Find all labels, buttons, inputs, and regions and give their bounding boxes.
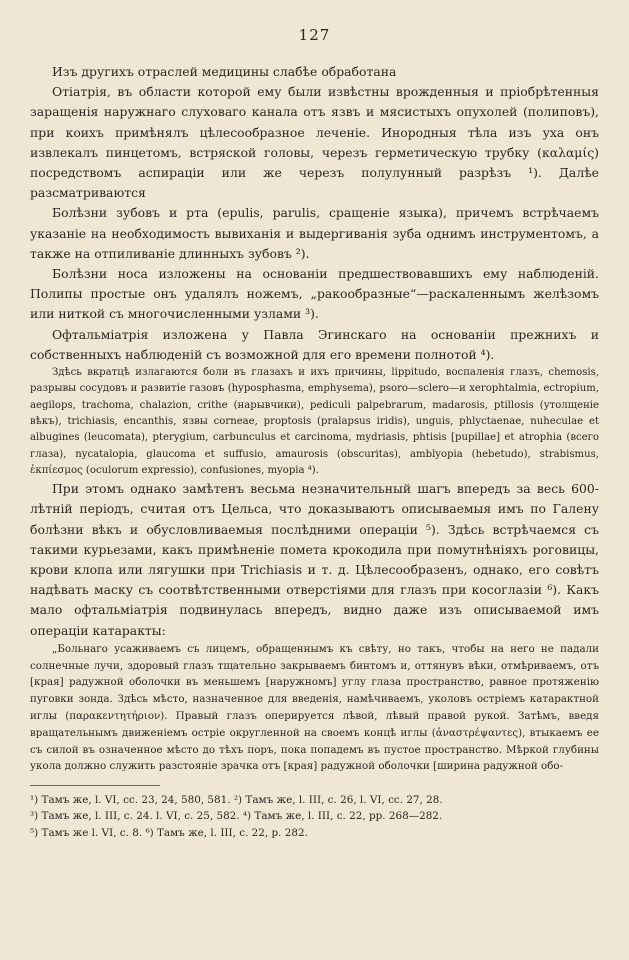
footnote-line: ¹) Тамъ же, l. VI, сс. 23, 24, 580, 581. ²) Тамъ же, l. III, с. 26, l. VI, сс. 27, 28. [30, 794, 443, 807]
quote-paragraph: „Больнаго усаживаемъ съ лицемъ, обращеннымъ къ свѣту, но такъ, чтобы на него не падали солнечные лучи, здоровый глазъ тщательно закрываемъ бинтомъ и, оттянувъ вѣки, отмѣриваемъ, отъ [края] радужной оболочки въ меньшемъ [наружномъ] углу глаза пространство, равное протяженію пуговки зонда. Здѣсь мѣсто, назначенное для введенія, намѣчиваемъ, уколовъ остріемъ катарактной иглы (παρακεντητήριον). Правый глазъ оперируется лѣвой, лѣвый правой рукой. Затѣмъ, введя вращательнымъ движеніемъ остріе округленной на своемъ концѣ иглы (ἀναστρέψαντες), втыкаемъ ее съ силой въ означенное мѣсто до тѣхъ поръ, пока попадемъ въ пустое пространство. Мѣркой глубины укола должно служить разстояніе зрачка отъ [края] радужной оболочки [ширина радужной обо- [30, 642, 599, 773]
paragraph: Изъ другихъ отраслей медицины слабѣе обработана [52, 64, 397, 79]
small-print-block [30, 365, 599, 479]
main-text-block-2 [30, 479, 599, 641]
small-paragraph: Здѣсь вкратцѣ излагаются боли въ глазахъ и ихъ причины, lippitudo, воспаленія глазъ, chemosis, разрывы сосудовъ и развитіе газовъ (hyposphasma, emphysema), psoro—sclero—и xerophtalmia, ectropium, aegilops, trachoma, chalazion, crithe (нарывчики), pediculi palpebrarum, madarosis, ptillosis (утолщеніе вѣкъ), trichiasis, encanthis, язвы corneae, proptosis (pralapsus iridis), unguis, phlyctaenae, nuheculae et albugines (leucomata), pterygium, carbunculus et carcinoma, mydriasis, phtisis [pupillae] et atrophia (всего глаза), nycatalopia, glaucoma et suffusio, amaurosis (obscuritas), amblyopia (hebetudo), strabismus, ἐκπίεσμος (oculorum expressio), confusiones, myopia ⁴). [30, 367, 599, 476]
footnotes [30, 792, 599, 841]
quotation-block [30, 641, 599, 775]
paragraph: Болѣзни зубовъ и рта (epulis, parulis, сращеніе языка), причемъ встрѣчаемъ указаніе на необходимость вывиханія и выдергиванія зуба однимъ инструментомъ, а также на отпиливаніе длинныхъ зубовъ ²). [30, 205, 599, 261]
paragraph: Болѣзни носа изложены на основаніи предшествовавшихъ ему наблюденій. Полипы простые онъ удалялъ ножемъ, „ракообразные“—раскаленнымъ желѣзомъ или ниткой съ многочисленными узлами ³). [30, 266, 599, 322]
footnote-line: ⁵) Тамъ же l. VI, с. 8. ⁶) Тамъ же, l. III, с. 22, p. 282. [30, 826, 308, 839]
main-text-block [30, 62, 599, 365]
footnote-line: ³) Тамъ же, l. III, с. 24. l. VI, с. 25, 582. ⁴) Тамъ же, l. III, с. 22, pp. 268—282. [30, 810, 443, 823]
paragraph: При этомъ однако замѣтенъ весьма незначительный шагъ впередъ за весь 600-лѣтній періодъ, считая отъ Цельса, что доказываютъ описываемыя имъ по Галену болѣзни вѣкъ и обусловливаемыя послѣдними операціи ⁵). Здѣсь встрѣчаемся съ такими курьезами, какъ примѣненіе помета крокодила при помутнѣніяхъ роговицы, крови клопа или лягушки при Trichiasis и т. д. Цѣлесообразенъ, однако, его совѣтъ надѣвать маску съ соотвѣтственными отверстіями для глазъ при косоглазіи ⁶). Какъ мало офтальміатрія подвинулась впередъ, видно даже изъ описываемой имъ операціи катаракты: [30, 481, 599, 638]
paragraph: Отіатрія, въ области которой ему были извѣстны врожденныя и пріобрѣтенныя заращенія наружнаго слуховаго канала отъ язвъ и мясистыхъ опухолей (полиповъ), при коихъ примѣнялъ цѣлесообразное леченіе. Инородныя тѣла изъ уха онъ извлекалъ пинцетомъ, встряской головы, черезъ герметическую трубку (καλαμίς) посредствомъ аспираціи или же черезъ полулунный разрѣзъ ¹). Далѣе разсматриваются [30, 84, 599, 201]
footnote-divider [30, 785, 160, 786]
page-number: 127 [298, 26, 331, 44]
paragraph: Офтальміатрія изложена у Павла Эгинскаго на основаніи прежнихъ и собственныхъ наблюденій съ возможной для его времени полнотой ⁴). [30, 326, 599, 362]
